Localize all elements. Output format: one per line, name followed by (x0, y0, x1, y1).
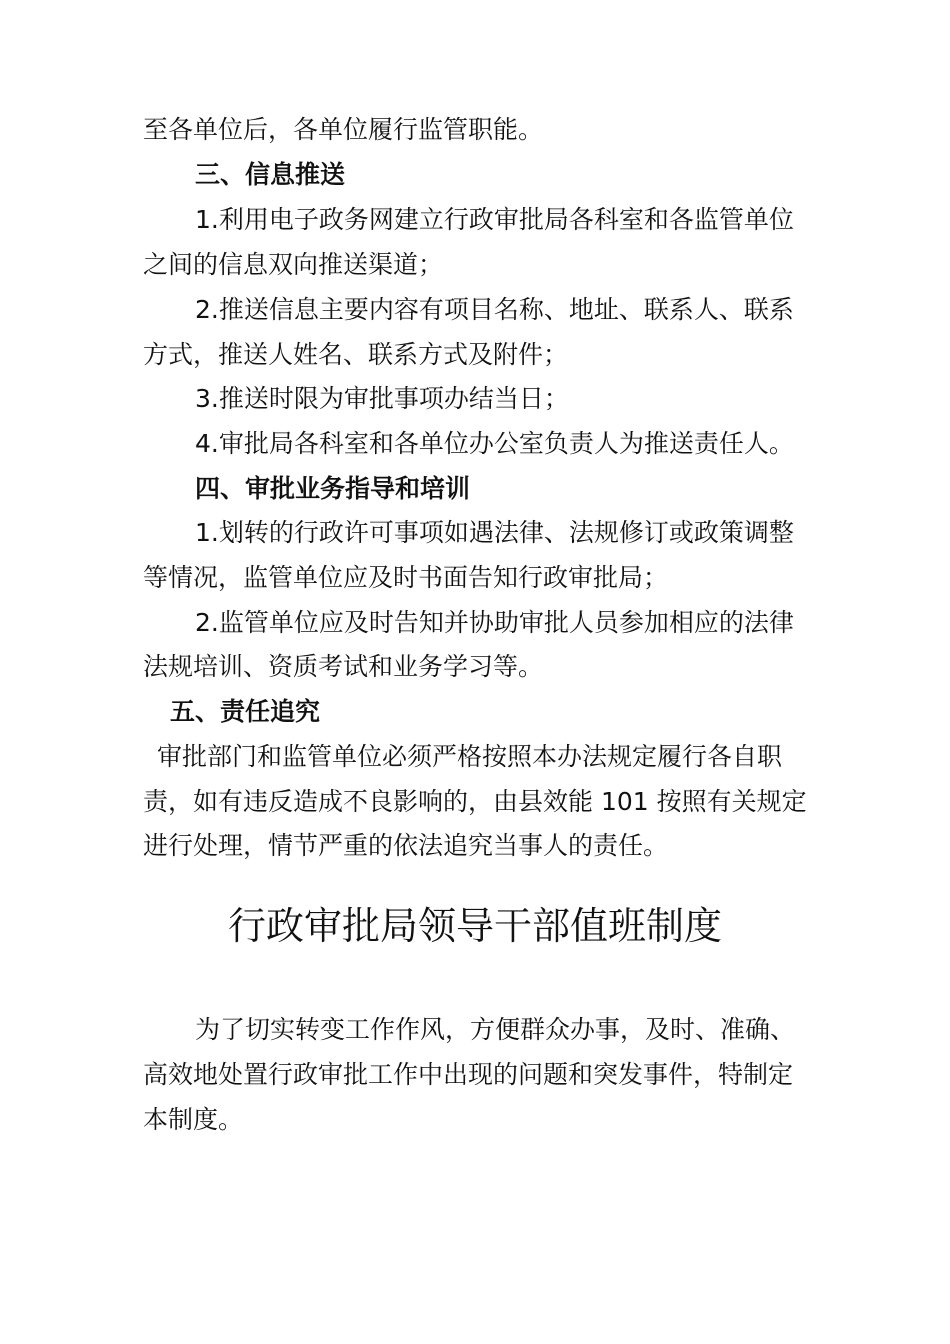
text-line: 至各单位后，各单位履行监管职能。 (143, 115, 544, 144)
section-heading-4: 四、审批业务指导和培训 (195, 474, 471, 503)
text-line: 高效地处置行政审批工作中出现的问题和突发事件，特制定 (143, 1060, 794, 1089)
text-line: 3.推送时限为审批事项办结当日； (195, 384, 569, 413)
text-line: 2.监管单位应及时告知并协助审批人员参加相应的法律 (195, 608, 794, 637)
text-line: 法规培训、资质考试和业务学习等。 (143, 652, 544, 681)
text-line: 2.推送信息主要内容有项目名称、地址、联系人、联系 (195, 295, 794, 324)
text-line: 1.划转的行政许可事项如遇法律、法规修订或政策调整 (195, 518, 794, 547)
text-line: 方式，推送人姓名、联系方式及附件； (143, 340, 569, 369)
text-line: 本制度。 (143, 1105, 244, 1134)
text-line: 1.利用电子政务网建立行政审批局各科室和各监管单位 (195, 205, 794, 234)
section-heading-3: 三、信息推送 (195, 160, 346, 189)
text-line: 审批部门和监管单位必须严格按照本办法规定履行各自职 (157, 742, 783, 771)
text-line: 等情况，监管单位应及时书面告知行政审批局； (143, 563, 669, 592)
text-line: 责，如有违反造成不良影响的，由县效能 101 按照有关规定 (143, 787, 807, 816)
text-line: 进行处理，情节严重的依法追究当事人的责任。 (143, 831, 669, 860)
text-line: 为了切实转变工作作风，方便群众办事，及时、准确、 (195, 1015, 796, 1044)
section-heading-5: 五、责任追究 (170, 697, 321, 726)
text-line: 之间的信息双向推送渠道； (143, 250, 444, 279)
text-line: 4.审批局各科室和各单位办公室负责人为推送责任人。 (195, 429, 794, 458)
document-section-title: 行政审批局领导干部值班制度 (227, 904, 722, 948)
